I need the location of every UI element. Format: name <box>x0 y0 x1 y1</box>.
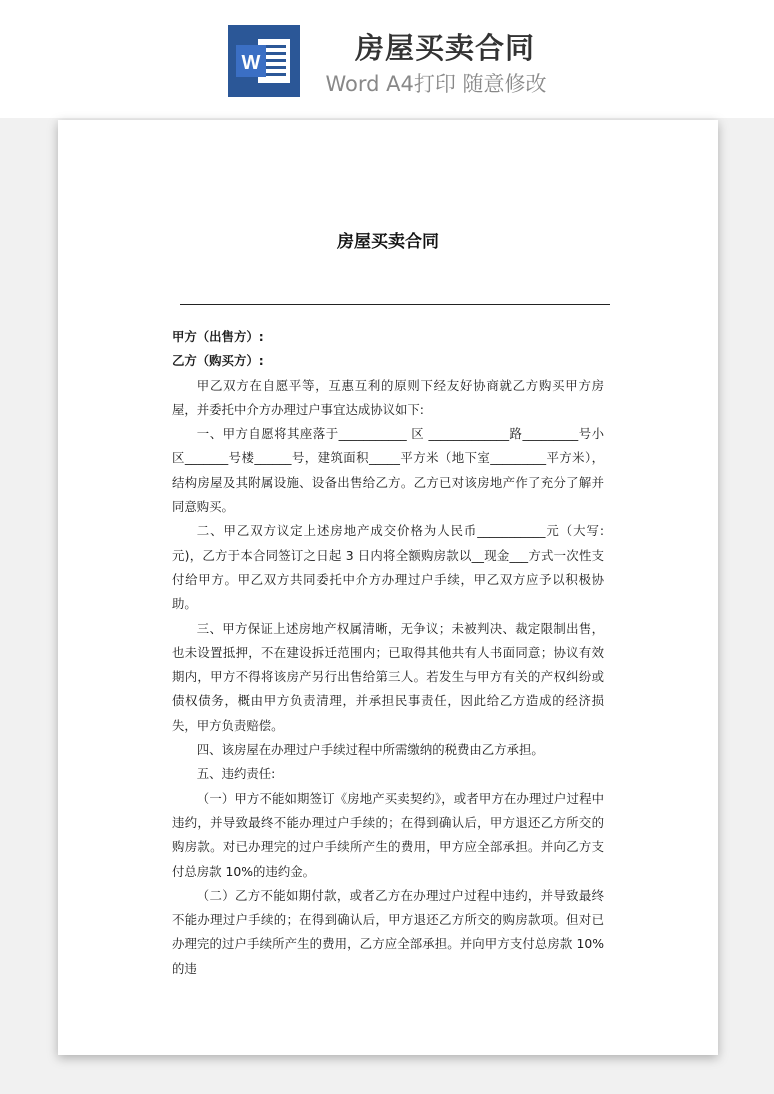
banner-subtitle: Word A4打印 随意修改 <box>325 72 547 96</box>
paragraph: （一）甲方不能如期签订《房地产买卖契约》，或者甲方在办理过户过程中违约，并导致最终不能办理过户手续的；在得到确认后，甲方退还乙方所交的购房款。对已办理完的过户手续所产生的费用，甲方应全部承担。并向乙方支付总房款 10%的违约金。 <box>172 790 604 879</box>
party-b-line: 乙方（购买方）: <box>172 353 264 369</box>
party-a-line: 甲方（出售方）: <box>172 329 264 344</box>
document-page <box>58 120 718 1055</box>
paragraph: （二）乙方不能如期付款，或者乙方在办理过户过程中违约，并导致最终不能办理过户手续的；在得到确认后，甲方退还乙方所交的购房款项。但对已办理完的过户手续所产生的费用，乙方应全部承担。并向甲方支付总房款 10%的违 <box>172 887 604 976</box>
header-banner <box>0 0 774 110</box>
title-divider <box>180 304 610 305</box>
paragraph: 一、甲方自愿将其座落于___________ 区 _____________路_________号小区_______号楼______号，建筑面积_____平方米（地下室_________平方米），结构房屋及其附属设施、设备出售给乙方。乙方已对该房地产作了充分了解并同意购买。 <box>172 426 604 515</box>
word-icon-letter: W <box>241 52 261 74</box>
paragraph: 五、违约责任: <box>196 766 276 782</box>
word-icon <box>228 25 300 97</box>
document-title: 房屋买卖合同 <box>337 232 439 252</box>
paragraph: 四、该房屋在办理过户手续过程中所需缴纳的税费由乙方承担。 <box>196 742 544 758</box>
paragraph: 三、甲方保证上述房地产权属清晰，无争议；未被判决、裁定限制出售，也未设置抵押，不在建设拆迁范围内；已取得其他共有人书面同意；协议有效期内，甲方不得将该房产另行出售给第三人。若发生与甲方有关的产权纠纷或债权债务，概由甲方负责清理，并承担民事责任，因此给乙方造成的经济损失，甲方负责赔偿。 <box>172 620 604 733</box>
paragraph: 甲乙双方在自愿平等，互惠互利的原则下经友好协商就乙方购买甲方房屋，并委托中介方办理过户事宜达成协议如下: <box>172 377 604 417</box>
banner-title: 房屋买卖合同 <box>354 31 535 65</box>
document-body <box>172 325 604 981</box>
paragraph: 二、甲乙双方议定上述房地产成交价格为人民币___________元（大写:元)，乙方于本合同签订之日起 3 日内将全额购房款以__现金___方式一次性支付给甲方。甲乙双方共同委托中介方办理过户手续，甲乙双方应予以积极协助。 <box>172 523 604 612</box>
